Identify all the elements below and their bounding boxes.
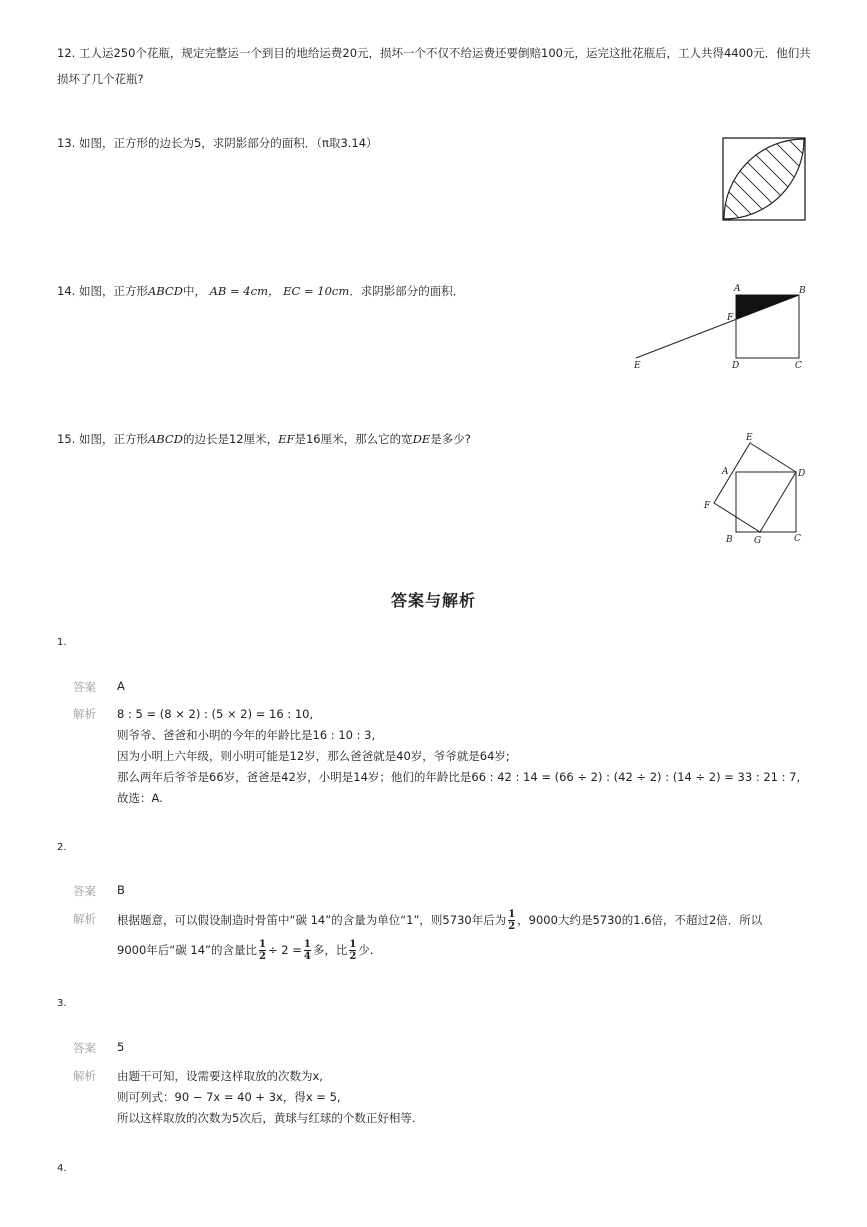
question-15 xyxy=(57,426,471,452)
answer-label: 答案 xyxy=(73,884,96,898)
analysis-label: 解析 xyxy=(73,1069,96,1083)
math-expr: ABCD xyxy=(147,284,183,298)
label-g: G xyxy=(754,536,762,546)
denominator: 2 xyxy=(349,951,357,962)
label-c: C xyxy=(794,534,801,544)
analysis-text: ÷ 2 = xyxy=(267,943,302,957)
analysis-body xyxy=(117,704,837,809)
analysis-line: 8 : 5 = (8 × 2) : (5 × 2) = 16 : 10, xyxy=(117,707,314,721)
math-expr: AB = 4cm， xyxy=(209,284,280,298)
denominator: 2 xyxy=(508,921,516,932)
answer-value: A xyxy=(117,679,125,693)
math-expr: EF xyxy=(278,432,295,446)
label-a: A xyxy=(734,284,741,294)
label-c: C xyxy=(795,361,802,371)
label-b: B xyxy=(726,535,733,545)
figure-14-square-triangle xyxy=(628,282,810,372)
analysis-line: 所以这样取放的次数为5次后，黄球与红球的个数正好相等. xyxy=(117,1111,416,1125)
answer-number: 4. xyxy=(57,1163,67,1174)
analysis-text: 根据题意，可以假设制造时骨笛中“碳 14”的含量为单位“1”，则5730年后为 xyxy=(117,913,507,927)
analysis-text: 少. xyxy=(358,943,374,957)
analysis-line: 因为小明上六年级，则小明可能是12岁，那么爸爸就是40岁，爷爷就是64岁; xyxy=(117,749,510,763)
numerator: 1 xyxy=(508,909,516,920)
label-e: E xyxy=(634,361,641,371)
numerator: 1 xyxy=(258,939,266,950)
question-text: 是16厘米，那么它的宽 xyxy=(294,432,413,446)
question-text: 工人运250个花瓶，规定完整运一个到目的地给运费20元，损坏一个不仅不给运费还要倒赔100元，运完这批花瓶后，工人共得4400元．他们共 xyxy=(78,46,811,60)
answers-title: 答案与解析 xyxy=(390,591,476,610)
analysis-line: 故选：A. xyxy=(117,791,163,805)
answer-number: 3. xyxy=(57,998,67,1009)
question-text: 如图，正方形 xyxy=(78,432,148,446)
fraction-one-half xyxy=(508,909,515,932)
question-number: 15. xyxy=(57,432,76,446)
question-number: 13. xyxy=(57,136,76,150)
analysis-line: 则爷爷、爸爸和小明的今年的年龄比是16 : 10 : 3, xyxy=(117,728,376,742)
question-text: 如图，正方形的边长为5，求阴影部分的面积．（π取3.14） xyxy=(78,136,378,150)
answer-label: 答案 xyxy=(73,680,96,694)
question-12 xyxy=(57,40,817,92)
question-text: 中， xyxy=(182,284,206,298)
label-e: E xyxy=(746,433,753,443)
answer-value: 5 xyxy=(117,1040,125,1054)
line-eb xyxy=(636,295,799,358)
analysis-line xyxy=(117,905,837,935)
answer-number: 1. xyxy=(57,637,67,648)
analysis-text: ，9000大约是5730的1.6倍，不超过2倍．所以 xyxy=(517,913,763,927)
math-expr: EC = 10cm xyxy=(283,284,350,298)
analysis-body xyxy=(117,1066,837,1129)
label-f: F xyxy=(727,313,734,323)
analysis-line: 那么两年后爷爷是66岁，爸爸是42岁，小明是14岁；他们的年龄比是66 : 42 : 14 = (66 ÷ 2) : (42 ÷ 2) : (14 ÷ 2) = 33 : 21 : 7, xyxy=(117,770,801,784)
analysis-line xyxy=(117,935,837,965)
question-text: 的边长是12厘米， xyxy=(182,432,279,446)
question-number: 14. xyxy=(57,284,76,298)
question-text: ．求阴影部分的面积． xyxy=(349,284,465,298)
math-expr: ABCD xyxy=(147,432,183,446)
analysis-text: 多，比 xyxy=(312,943,348,957)
label-a: A xyxy=(722,467,729,477)
question-13 xyxy=(57,130,378,156)
question-number: 12. xyxy=(57,46,76,60)
answer-value: B xyxy=(117,883,125,897)
figure-13-square-leaf xyxy=(722,137,806,221)
question-text: 损坏了几个花瓶? xyxy=(57,72,144,86)
analysis-line: 由题干可知，设需要这样取放的次数为x, xyxy=(117,1069,323,1083)
analysis-label: 解析 xyxy=(73,707,96,721)
numerator: 1 xyxy=(349,939,357,950)
analysis-line: 则可列式：90 − 7x = 40 + 3x，得x = 5, xyxy=(117,1090,341,1104)
fraction-one-half xyxy=(349,939,356,962)
analysis-label: 解析 xyxy=(73,912,96,926)
question-text: 如图，正方形 xyxy=(78,284,148,298)
analysis-body xyxy=(117,905,837,965)
fraction-one-quarter xyxy=(304,939,311,962)
math-expr: DE xyxy=(412,432,431,446)
answer-label: 答案 xyxy=(73,1041,96,1055)
denominator: 4 xyxy=(303,951,311,962)
fraction-one-half xyxy=(259,939,266,962)
question-14 xyxy=(57,278,464,304)
answer-number: 2. xyxy=(57,842,67,853)
label-d: D xyxy=(732,361,740,371)
question-text: 是多少? xyxy=(430,432,471,446)
label-f: F xyxy=(704,501,711,511)
analysis-text: 9000年后“碳 14”的含量比 xyxy=(117,943,257,957)
rectangle-edgf xyxy=(714,443,796,532)
label-b: B xyxy=(799,286,806,296)
label-d: D xyxy=(798,469,806,479)
numerator: 1 xyxy=(303,939,311,950)
denominator: 2 xyxy=(258,951,266,962)
figure-15-square-rectangle xyxy=(700,428,810,548)
